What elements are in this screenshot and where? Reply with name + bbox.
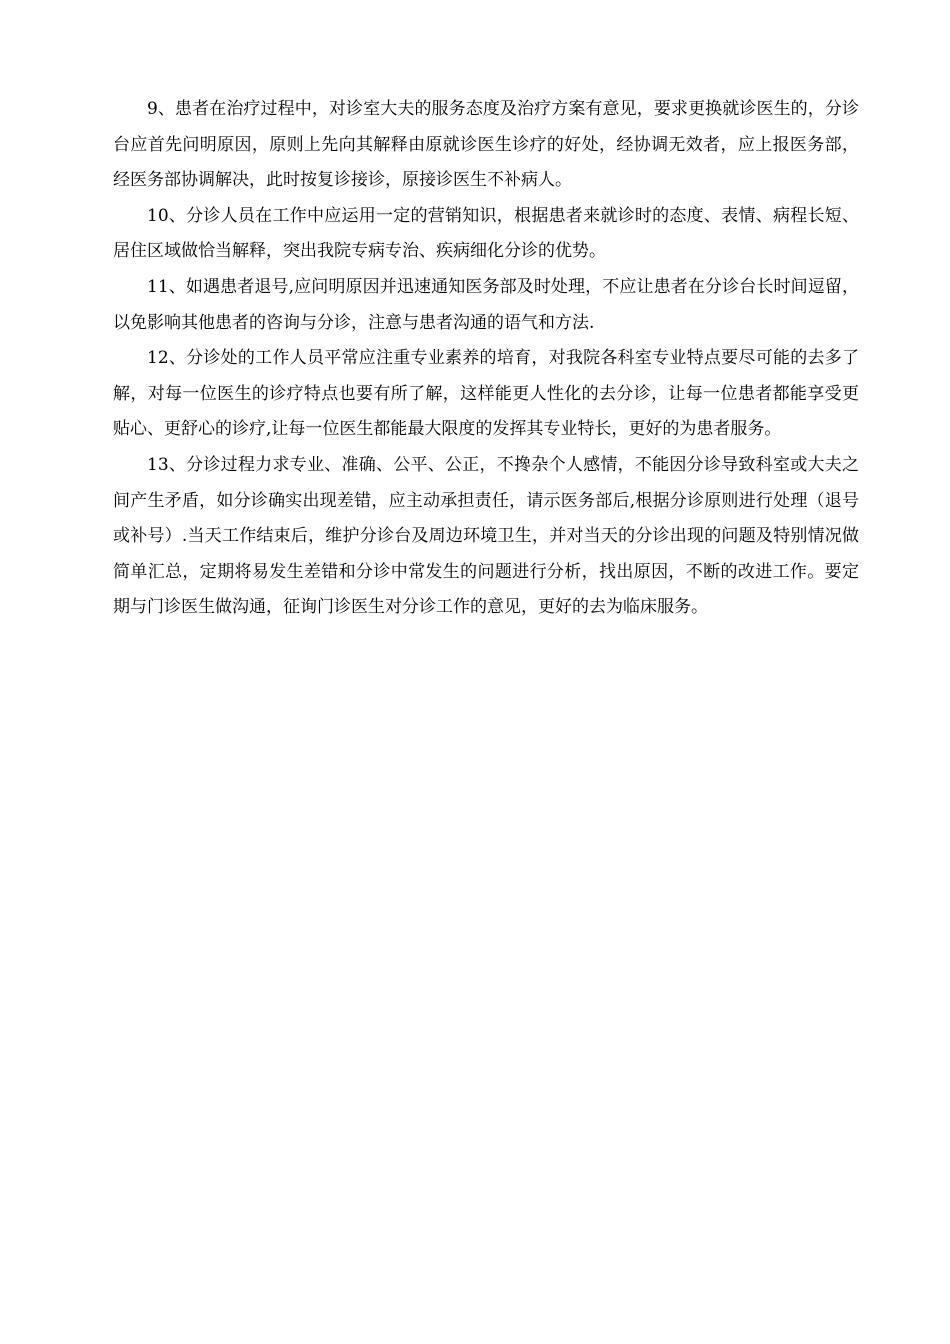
paragraph-12: 12、分诊处的工作人员平常应注重专业素养的培育，对我院各科室专业特点要尽可能的去多了解，对每一位医生的诊疗特点也要有所了解，这样能更人性化的去分诊，让每一位患者都能享受更贴心、更舒心的诊疗,让每一位医生都能最大限度的发挥其专业特长，更好的为患者服务。 — [113, 348, 859, 440]
paragraph-9: 9、患者在治疗过程中，对诊室大夫的服务态度及治疗方案有意见，要求更换就诊医生的，分诊台应首先问明原因，原则上先向其解释由原就诊医生诊疗的好处，经协调无效者，应上报医务部，经医务部协调解决，此时按复诊接诊，原接诊医生不补病人。 — [113, 99, 859, 191]
paragraph-10: 10、分诊人员在工作中应运用一定的营销知识，根据患者来就诊时的态度、表情、病程长短、居住区域做恰当解释，突出我院专病专治、疾病细化分诊的优势。 — [113, 205, 859, 262]
paragraph-13: 13、分诊过程力求专业、准确、公平、公正，不搀杂个人感情，不能因分诊导致科室或大夫之间产生矛盾，如分诊确实出现差错，应主动承担责任，请示医务部后,根据分诊原则进行处理（退号或补号）.当天工作结束后，维护分诊台及周边环境卫生，并对当天的分诊出现的问题及特别情况做简单汇总，定期将易发生差错和分诊中常发生的问题进行分析，找出原因，不断的改进工作。要定期与门诊医生做沟通，征询门诊医生对分诊工作的意见，更好的去为临床服务。 — [113, 454, 859, 618]
document-body — [113, 92, 859, 626]
paragraph-11: 11、如遇患者退号,应问明原因并迅速通知医务部及时处理，不应让患者在分诊台长时间逗留，以免影响其他患者的咨询与分诊，注意与患者沟通的语气和方法. — [113, 276, 859, 333]
